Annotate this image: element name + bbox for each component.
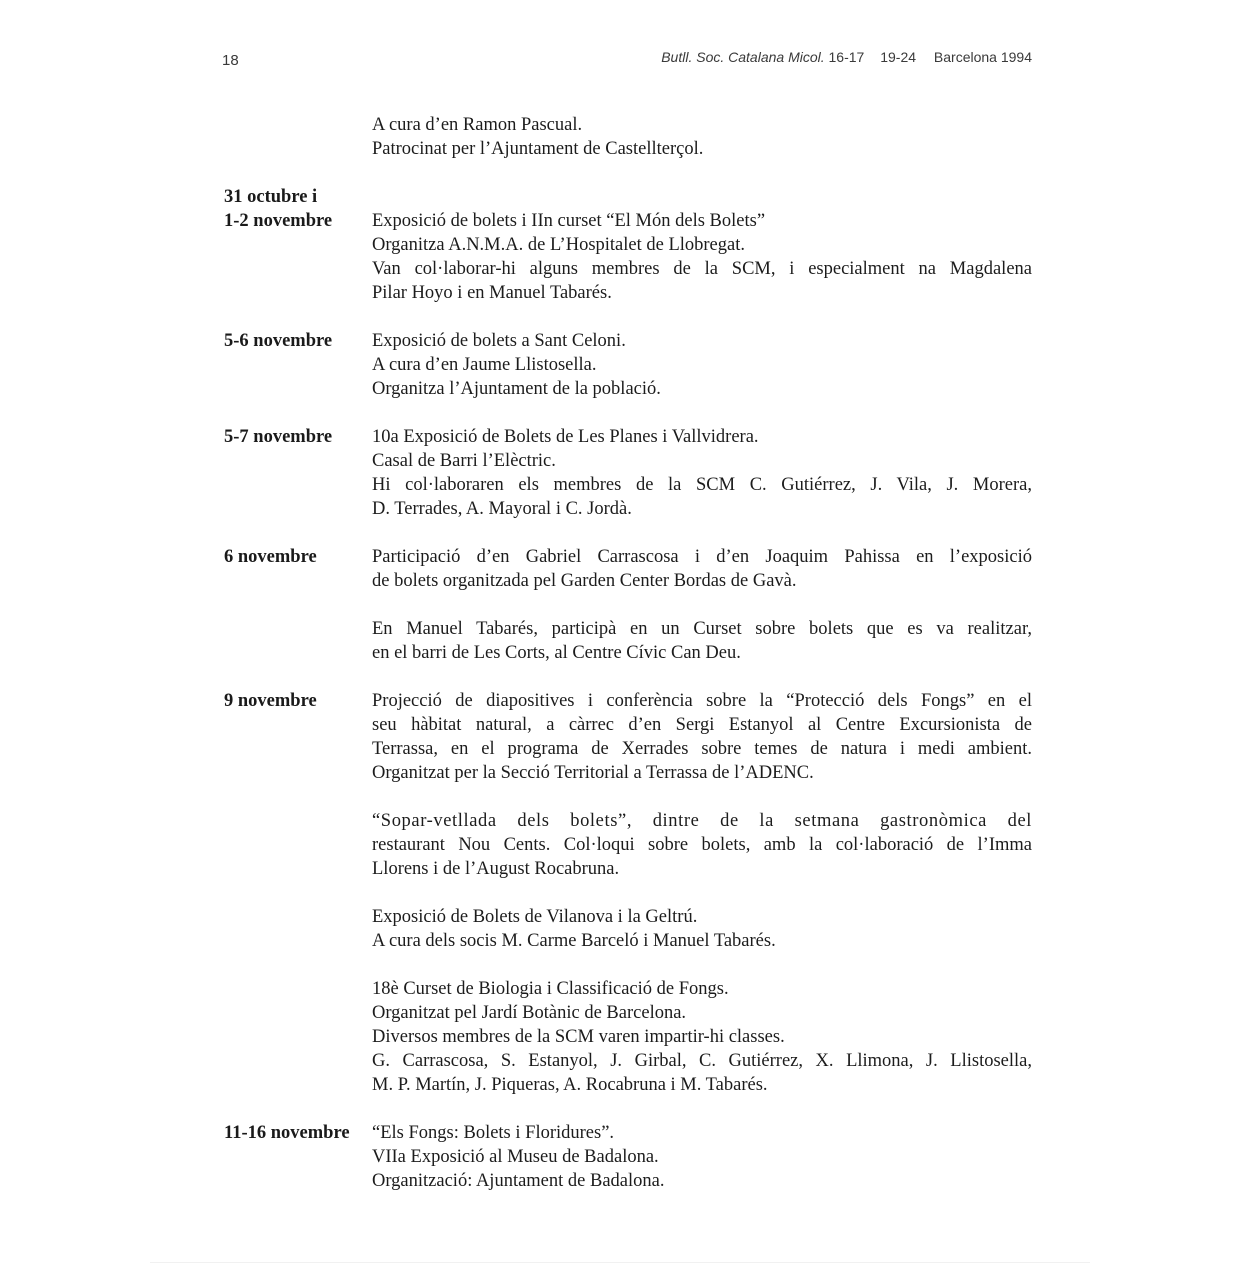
entry-date — [224, 689, 372, 713]
text-line: A cura d’en Jaume Llistosella. — [372, 355, 597, 375]
text-line: seu hàbitat natural, a càrrec d’en Sergi Estanyol al Centre Excursionista de — [372, 715, 1032, 735]
calendar-entry — [0, 689, 1240, 1097]
text-line: M. P. Martín, J. Piqueras, A. Rocabruna i M. Tabarés. — [372, 1075, 768, 1095]
paragraph — [372, 1121, 1032, 1193]
text-line: Diversos membres de la SCM varen impartir-hi classes. — [372, 1027, 785, 1047]
text-line: Organitzat per la Secció Territorial a Terrassa de l’ADENC. — [372, 763, 814, 783]
text-line: Exposició de bolets i IIn curset “El Món dels Bolets” — [372, 211, 766, 231]
paragraph — [372, 209, 1032, 305]
paragraph — [372, 545, 1032, 593]
calendar-entry — [0, 425, 1240, 521]
entry-body — [372, 1121, 1032, 1193]
date-line: 5-7 novembre — [224, 427, 333, 447]
paragraph — [372, 977, 1032, 1097]
entry-date — [224, 425, 372, 449]
text-line: Exposició de Bolets de Vilanova i la Geltrú. — [372, 907, 698, 927]
entry-date — [224, 329, 372, 353]
text-line: En Manuel Tabarés, participà en un Curset sobre bolets que es va realitzar, — [372, 619, 1032, 639]
date-line: 11-16 novembre — [224, 1123, 350, 1143]
page-content — [0, 113, 1240, 1217]
date-line: 31 octubre i — [224, 187, 318, 207]
text-line: Projecció de diapositives i conferència sobre la “Protecció dels Fongs” en el — [372, 691, 1032, 711]
entry-date — [224, 545, 372, 569]
text-line: Organitza l’Ajuntament de la població. — [372, 379, 661, 399]
text-line: Organitza A.N.M.A. de L’Hospitalet de Llobregat. — [372, 235, 745, 255]
paragraph — [372, 809, 1032, 881]
text-line: Organitzat pel Jardí Botànic de Barcelona. — [372, 1003, 687, 1023]
date-line: 6 novembre — [224, 547, 317, 567]
entry-date — [224, 185, 372, 233]
text-line: Van col·laborar-hi alguns membres de la SCM, i especialment na Magdalena — [372, 259, 1032, 279]
paragraph — [372, 113, 1032, 161]
text-line: restaurant Nou Cents. Col·loqui sobre bolets, amb la col·laboració de l’Imma — [372, 835, 1032, 855]
calendar-entry — [0, 185, 1240, 305]
text-line: Terrassa, en el programa de Xerrades sobre temes de natura i medi ambient. — [372, 739, 1032, 759]
entry-body — [372, 185, 1032, 305]
paragraph — [372, 425, 1032, 521]
entry-body — [372, 329, 1032, 401]
paragraph — [372, 617, 1032, 665]
journal-pages: 19-24 — [880, 49, 917, 65]
calendar-entry — [0, 329, 1240, 401]
intro-entry — [0, 113, 1240, 161]
text-line: 10a Exposició de Bolets de Les Planes i Vallvidrera. — [372, 427, 759, 447]
page-number: 18 — [222, 52, 239, 69]
running-head — [661, 49, 1032, 65]
entry-body — [372, 425, 1032, 521]
journal-volume: 16-17 — [828, 49, 865, 65]
text-line: Pilar Hoyo i en Manuel Tabarés. — [372, 283, 612, 303]
text-line: Hi col·laboraren els membres de la SCM C. Gutiérrez, J. Vila, J. Morera, — [372, 475, 1032, 495]
text-line: VIIa Exposició al Museu de Badalona. — [372, 1147, 659, 1167]
text-line: G. Carrascosa, S. Estanyol, J. Girbal, C. Gutiérrez, X. Llimona, J. Llistosella, — [372, 1051, 1032, 1071]
text-line: Patrocinat per l’Ajuntament de Castellterçol. — [372, 139, 704, 159]
date-line: 5-6 novembre — [224, 331, 333, 351]
journal-title: Butll. Soc. Catalana Micol. — [661, 49, 825, 65]
text-line: en el barri de Les Corts, al Centre Cívic Can Deu. — [372, 643, 741, 663]
text-line: 18è Curset de Biologia i Classificació de Fongs. — [372, 979, 729, 999]
entry-body — [372, 545, 1032, 665]
text-line: “Sopar-vetllada dels bolets”, dintre de la setmana gastronòmica del — [372, 811, 1032, 831]
calendar-entry — [0, 545, 1240, 665]
text-line: Exposició de bolets a Sant Celoni. — [372, 331, 626, 351]
paragraph — [372, 905, 1032, 953]
text-line: Organització: Ajuntament de Badalona. — [372, 1171, 665, 1191]
paragraph — [372, 689, 1032, 785]
page-header — [0, 47, 1240, 75]
entry-body — [372, 113, 1032, 161]
text-line: Casal de Barri l’Elèctric. — [372, 451, 556, 471]
text-line: Llorens i de l’August Rocabruna. — [372, 859, 620, 879]
scan-edge-divider — [150, 1262, 1090, 1263]
text-line: A cura dels socis M. Carme Barceló i Manuel Tabarés. — [372, 931, 776, 951]
entry-body — [372, 689, 1032, 1097]
paragraph — [372, 329, 1032, 401]
text-line: Participació d’en Gabriel Carrascosa i d’en Joaquim Pahissa en l’exposició — [372, 547, 1032, 567]
text-line: D. Terrades, A. Mayoral i C. Jordà. — [372, 499, 632, 519]
journal-place-year: Barcelona 1994 — [933, 49, 1032, 65]
entry-date — [224, 1121, 372, 1145]
date-line: 1-2 novembre — [224, 211, 333, 231]
calendar-entry — [0, 1121, 1240, 1193]
date-line: 9 novembre — [224, 691, 317, 711]
text-line: “Els Fongs: Bolets i Floridures”. — [372, 1123, 615, 1143]
text-line: A cura d’en Ramon Pascual. — [372, 115, 583, 135]
text-line: de bolets organitzada pel Garden Center Bordas de Gavà. — [372, 571, 797, 591]
